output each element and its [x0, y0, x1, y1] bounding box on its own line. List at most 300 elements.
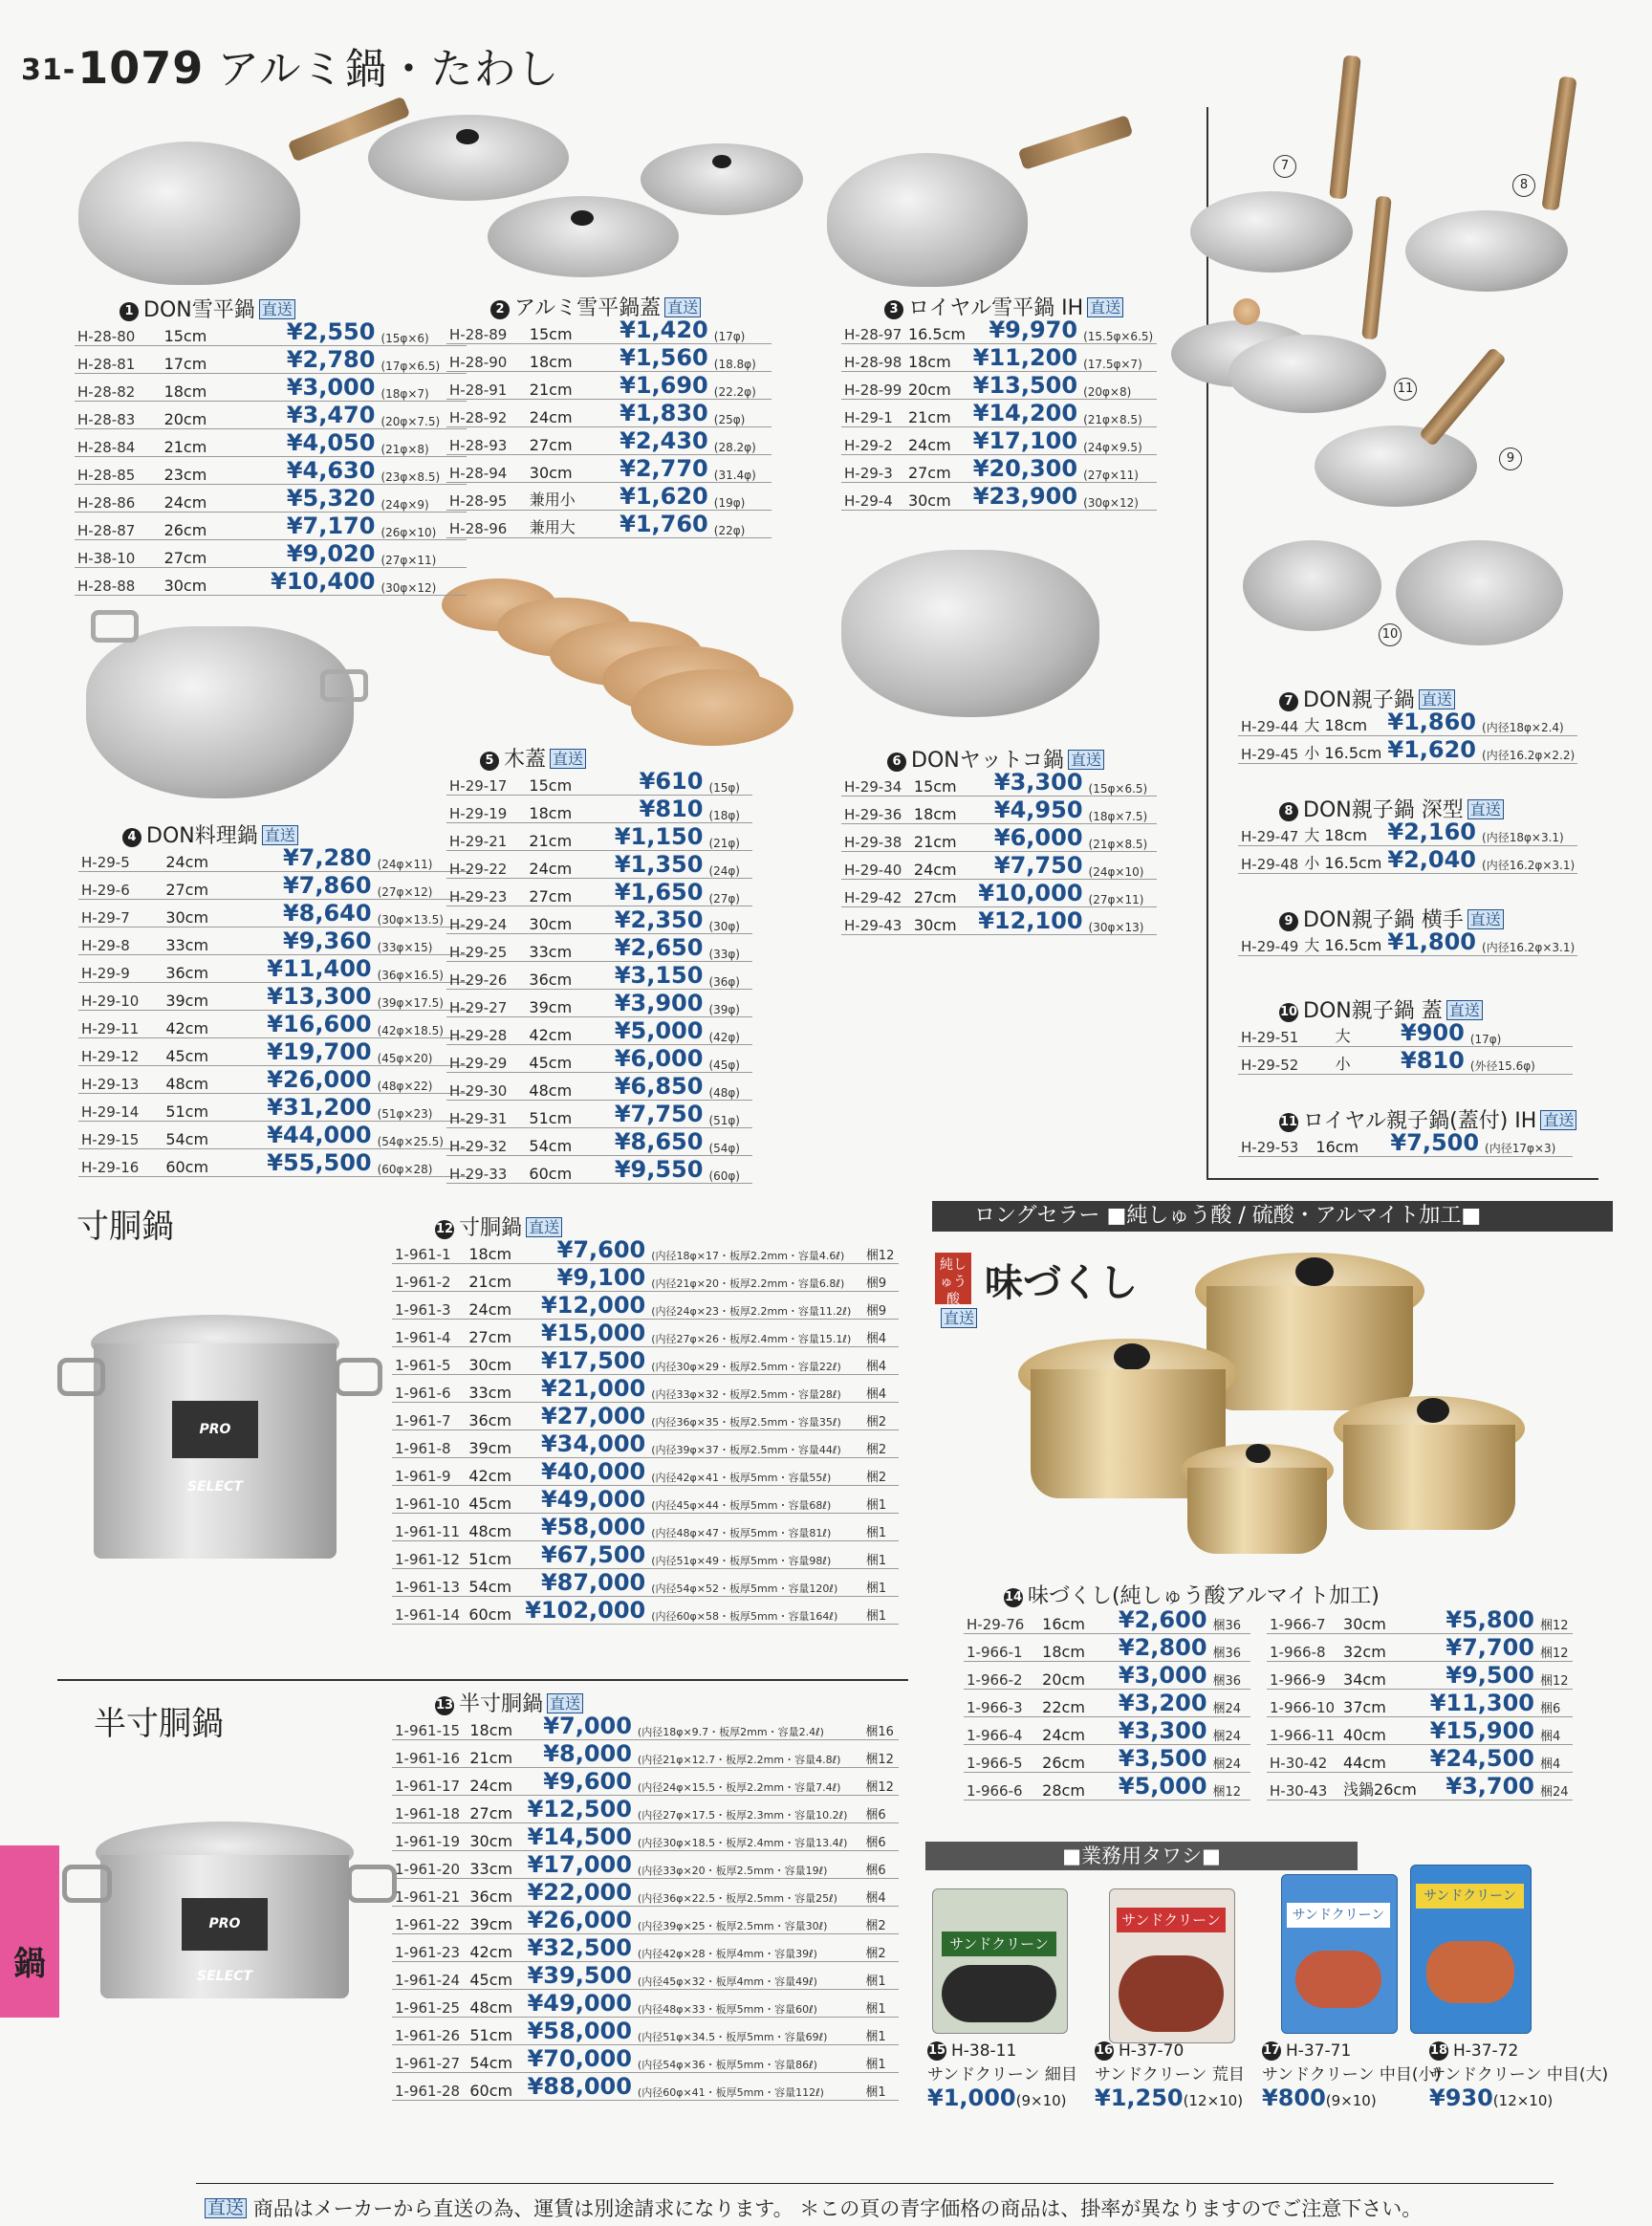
sec3-code: H-29-2	[841, 427, 905, 455]
sec13-size: 51cm	[467, 2018, 518, 2045]
sec13-size: 48cm	[467, 1990, 518, 2018]
sec5-row	[446, 1101, 752, 1128]
tawashi-16-qty: (12×10)	[1183, 2092, 1244, 2109]
sec4-dimension: (42φ×18.5)	[375, 1011, 470, 1038]
sec13-size: 36cm	[467, 1879, 518, 1907]
sec4-row	[78, 1122, 470, 1149]
sec1-dimension: (23φ×8.5)	[378, 457, 467, 485]
divider-hansundo	[57, 1679, 908, 1681]
sec10-price: ¥900	[1363, 1019, 1467, 1047]
sec13-table	[392, 1713, 899, 2101]
sec13-qty: 梱1	[862, 2018, 899, 2045]
sec2-code: H-28-92	[446, 400, 527, 427]
sec10-code: H-29-51	[1238, 1019, 1333, 1047]
sec5-price: ¥1,650	[587, 879, 706, 906]
sec10-dimension: (17φ)	[1467, 1019, 1573, 1047]
sec12-spec: (内径48φ×47・板厚5mm・容量81ℓ)	[648, 1514, 863, 1541]
sec14-table-left	[964, 1606, 1250, 1800]
sec14-size: 32cm	[1340, 1634, 1423, 1662]
sec14-code: 1-966-1	[964, 1634, 1039, 1662]
sec5-code: H-29-30	[446, 1073, 526, 1101]
fig-label-11: 11	[1394, 378, 1417, 401]
sec1-row	[75, 540, 467, 568]
sec13-price: ¥14,500	[518, 1823, 635, 1851]
sec14-price: ¥5,000	[1098, 1773, 1210, 1800]
sec3-price: ¥11,200	[969, 344, 1080, 372]
sec5-dimension: (45φ)	[706, 1045, 752, 1073]
sec13-spec: (内径36φ×22.5・板厚2.5mm・容量25ℓ)	[635, 1879, 862, 1907]
sec8-table	[1238, 818, 1577, 874]
sec3-price: ¥14,200	[969, 400, 1080, 427]
sec1-row	[75, 485, 467, 513]
sec3-name: ロイヤル雪平鍋 IH	[908, 296, 1084, 320]
tawashi-17-number: 17	[1262, 2041, 1281, 2061]
sec4-size: 42cm	[163, 1011, 228, 1038]
sec4-row	[78, 1094, 470, 1122]
sec4-price: ¥13,300	[228, 983, 375, 1011]
sec6-size: 27cm	[911, 880, 965, 907]
sec2-row	[446, 455, 772, 483]
sundo-title: 寸胴鍋	[76, 1208, 174, 1246]
sec4-name: DON料理鍋	[146, 824, 258, 848]
sec14-number: 14	[1004, 1588, 1023, 1607]
sec13-qty: 梱6	[862, 1823, 899, 1851]
sec4-code: H-29-16	[78, 1149, 163, 1177]
sec4-dimension: (36φ×16.5)	[375, 955, 470, 983]
sec6-dimension: (18φ×7.5)	[1086, 797, 1157, 824]
sec13-price: ¥26,000	[518, 1907, 635, 1934]
sec12-price: ¥34,000	[516, 1430, 648, 1458]
sec14-code: 1-966-11	[1267, 1717, 1340, 1745]
sec12-row	[392, 1514, 899, 1541]
sec12-code: 1-961-1	[392, 1236, 466, 1264]
sec4-price: ¥7,280	[228, 844, 375, 872]
sec2-dimension: (25φ)	[711, 400, 772, 427]
sec14-price: ¥2,600	[1098, 1606, 1210, 1634]
sec13-qty: 梱2	[862, 1934, 899, 1962]
sec6-code: H-29-38	[841, 824, 911, 852]
sec12-spec: (内径45φ×44・板厚5mm・容量68ℓ)	[648, 1486, 863, 1514]
sec2-row	[446, 427, 772, 455]
sec4-code: H-29-12	[78, 1038, 163, 1066]
sec4-table	[78, 844, 470, 1177]
sec9-name: DON親子鍋 横手	[1303, 908, 1464, 932]
sec6-size: 15cm	[911, 769, 965, 797]
sec6-row	[841, 797, 1157, 824]
sec1-price: ¥2,780	[228, 346, 379, 374]
sec14-row	[1267, 1662, 1573, 1690]
sec5-price: ¥7,750	[587, 1101, 706, 1128]
sec3-price: ¥13,500	[969, 372, 1080, 400]
sec7-price: ¥1,860	[1384, 709, 1479, 736]
tawashi-16-code: H-37-70	[1119, 2041, 1185, 2061]
tawashi-item-18	[1429, 2041, 1608, 2111]
sec1-price: ¥10,400	[228, 568, 379, 596]
sec13-row	[392, 1823, 899, 1851]
sec5-price: ¥1,350	[587, 851, 706, 879]
sec4-direct-tag: 直送	[262, 825, 298, 845]
sec12-qty: 梱1	[863, 1569, 899, 1597]
sec14-price: ¥3,300	[1098, 1717, 1210, 1745]
sec2-price: ¥1,620	[592, 483, 711, 511]
longseller-direct-tag: 直送	[941, 1308, 977, 1328]
sec9-number: 9	[1279, 912, 1298, 931]
sec1-row	[75, 374, 467, 402]
sec7-dimension: (内径16.2φ×2.2)	[1479, 736, 1577, 764]
sec4-code: H-29-9	[78, 955, 163, 983]
sec13-price: ¥49,000	[518, 1990, 635, 2018]
sec13-row	[392, 2045, 899, 2073]
sec12-size: 27cm	[466, 1320, 516, 1347]
sec14-size: 22cm	[1039, 1690, 1098, 1717]
sec5-row	[446, 796, 752, 823]
tawashi-15-number: 15	[927, 2041, 946, 2061]
sec13-price: ¥9,600	[518, 1768, 635, 1796]
sec4-dimension: (45φ×20)	[375, 1038, 470, 1066]
sec2-code: H-28-94	[446, 455, 527, 483]
sec14-qty: 梱24	[1210, 1717, 1250, 1745]
sec13-spec: (内径27φ×17.5・板厚2.3mm・容量10.2ℓ)	[635, 1796, 862, 1823]
sec3-number: 3	[884, 300, 903, 319]
sec3-dimension: (30φ×12)	[1080, 483, 1157, 511]
tawashi-18-code: H-37-72	[1453, 2041, 1519, 2061]
sec13-size: 54cm	[467, 2045, 518, 2073]
sec4-size: 54cm	[163, 1122, 228, 1149]
sec6-dimension: (24φ×10)	[1086, 852, 1157, 880]
sec5-size: 21cm	[526, 823, 587, 851]
sec5-size: 33cm	[526, 934, 587, 962]
tawashi-17-name: サンドクリーン 中目(小)	[1262, 2065, 1442, 2084]
sec12-code: 1-961-11	[392, 1514, 466, 1541]
sec2-size: 27cm	[527, 427, 592, 455]
sec8-dimension: (内径16.2φ×3.1)	[1479, 846, 1577, 874]
sec12-price: ¥58,000	[516, 1514, 648, 1541]
sec12-qty: 梱2	[863, 1403, 899, 1430]
tawashi-18-price: ¥930	[1429, 2084, 1493, 2111]
sec2-price: ¥1,690	[592, 372, 711, 400]
sec4-price: ¥19,700	[228, 1038, 375, 1066]
sec4-size: 48cm	[163, 1066, 228, 1094]
sec2-size: 15cm	[527, 316, 592, 344]
sec3-code: H-28-97	[841, 316, 905, 344]
sec2-size: 兼用大	[527, 511, 592, 538]
sec11-size: 16cm	[1313, 1129, 1370, 1157]
tawashi-item-17	[1262, 2041, 1441, 2111]
sec5-price: ¥6,850	[587, 1073, 706, 1101]
sec12-size: 21cm	[466, 1264, 516, 1292]
sec13-code: 1-961-28	[392, 2073, 467, 2101]
sec12-row	[392, 1486, 899, 1514]
tawashi-banner: ■業務用タワシ■	[925, 1842, 1358, 1870]
sec1-name: DON雪平鍋	[143, 298, 255, 322]
sec4-dimension: (54φ×25.5)	[375, 1122, 470, 1149]
sec1-price: ¥3,000	[228, 374, 379, 402]
sec3-price: ¥17,100	[969, 427, 1080, 455]
sec6-dimension: (27φ×11)	[1086, 880, 1157, 907]
sec14-code: 1-966-6	[964, 1773, 1039, 1800]
sec13-qty: 梱12	[862, 1768, 899, 1796]
sec13-price: ¥58,000	[518, 2018, 635, 2045]
sec12-price: ¥27,000	[516, 1403, 648, 1430]
sec14-price: ¥3,000	[1098, 1662, 1210, 1690]
sec13-spec: (内径24φ×15.5・板厚2.2mm・容量7.4ℓ)	[635, 1768, 862, 1796]
sec14-row	[1267, 1745, 1573, 1773]
sec12-row	[392, 1458, 899, 1486]
sec5-code: H-29-25	[446, 934, 526, 962]
sec1-dimension: (20φ×7.5)	[378, 402, 467, 429]
sec6-size: 21cm	[911, 824, 965, 852]
sec14-code: 1-966-2	[964, 1662, 1039, 1690]
sec12-qty: 梱1	[863, 1514, 899, 1541]
sec12-spec: (内径24φ×23・板厚2.2mm・容量11.2ℓ)	[648, 1292, 863, 1320]
sec13-code: 1-961-15	[392, 1713, 467, 1740]
sec2-dimension: (28.2φ)	[711, 427, 772, 455]
sec4-size: 51cm	[163, 1094, 228, 1122]
sec10-price: ¥810	[1363, 1047, 1467, 1075]
sec3-dimension: (17.5φ×7)	[1080, 344, 1157, 372]
sec1-code: H-28-86	[75, 485, 162, 513]
sec12-price: ¥102,000	[516, 1597, 648, 1625]
sec14-qty: 梱6	[1537, 1690, 1573, 1717]
sec11-direct-tag: 直送	[1540, 1110, 1576, 1130]
sec3-dimension: (21φ×8.5)	[1080, 400, 1157, 427]
sec3-price: ¥23,900	[969, 483, 1080, 511]
sec13-qty: 梱1	[862, 2073, 899, 2101]
sec14-code: 1-966-7	[1267, 1606, 1340, 1634]
sec14-code: 1-966-3	[964, 1690, 1039, 1717]
sec12-name: 寸胴鍋	[459, 1216, 523, 1240]
sec4-code: H-29-11	[78, 1011, 163, 1038]
sec14-qty: 梱12	[1537, 1606, 1573, 1634]
sec14-qty: 梱24	[1210, 1745, 1250, 1773]
sec12-code: 1-961-13	[392, 1569, 466, 1597]
sec14-code: H-30-42	[1267, 1745, 1340, 1773]
sec12-size: 48cm	[466, 1514, 516, 1541]
sec5-size: 42cm	[526, 1017, 587, 1045]
sec14-price: ¥9,500	[1423, 1662, 1537, 1690]
sec5-price: ¥3,900	[587, 990, 706, 1017]
sec1-price: ¥3,470	[228, 402, 379, 429]
sec4-dimension: (48φ×22)	[375, 1066, 470, 1094]
sec12-spec: (内径51φ×49・板厚5mm・容量98ℓ)	[648, 1541, 863, 1569]
page-header	[21, 34, 559, 96]
sec12-size: 33cm	[466, 1375, 516, 1403]
sec1-code: H-28-80	[75, 318, 162, 346]
sec5-row	[446, 768, 752, 796]
sec12-code: 1-961-2	[392, 1264, 466, 1292]
sec12-code: 1-961-14	[392, 1597, 466, 1625]
sec7-direct-tag: 直送	[1419, 689, 1455, 709]
sec5-price: ¥5,000	[587, 1017, 706, 1045]
sec14-row	[964, 1745, 1250, 1773]
sec11-price: ¥7,500	[1370, 1129, 1482, 1157]
tawashi-17-code: H-37-71	[1286, 2041, 1352, 2061]
sec14-row	[964, 1690, 1250, 1717]
sec1-row	[75, 402, 467, 429]
sec4-size: 45cm	[163, 1038, 228, 1066]
sec12-code: 1-961-6	[392, 1375, 466, 1403]
sec12-size: 18cm	[466, 1236, 516, 1264]
sec11-number: 11	[1279, 1113, 1298, 1132]
sec10-table	[1238, 1019, 1573, 1075]
sec4-row	[78, 1038, 470, 1066]
sec4-size: 39cm	[163, 983, 228, 1011]
sec2-code: H-28-89	[446, 316, 527, 344]
sec1-dimension: (17φ×6.5)	[378, 346, 467, 374]
sec14-code: 1-966-10	[1267, 1690, 1340, 1717]
sec2-price: ¥1,560	[592, 344, 711, 372]
sec5-row	[446, 1156, 752, 1184]
sec6-size: 30cm	[911, 907, 965, 935]
tawashi-16-name: サンドクリーン 荒目	[1095, 2065, 1245, 2084]
sec7-name: DON親子鍋	[1303, 688, 1415, 712]
sec12-price: ¥15,000	[516, 1320, 648, 1347]
hansundo-title: 半寸胴鍋	[94, 1705, 224, 1743]
sec1-code: H-28-81	[75, 346, 162, 374]
sec2-dimension: (22.2φ)	[711, 372, 772, 400]
sec9-price: ¥1,800	[1384, 928, 1479, 956]
sec12-row	[392, 1292, 899, 1320]
sec12-size: 39cm	[466, 1430, 516, 1458]
sec13-row	[392, 2018, 899, 2045]
sec12-code: 1-961-8	[392, 1430, 466, 1458]
sec3-dimension: (24φ×9.5)	[1080, 427, 1157, 455]
sec6-code: H-29-40	[841, 852, 911, 880]
sec13-price: ¥22,000	[518, 1879, 635, 1907]
sec2-price: ¥1,830	[592, 400, 711, 427]
sec6-code: H-29-43	[841, 907, 911, 935]
sec14-size: 28cm	[1039, 1773, 1098, 1800]
fig-label-7: 7	[1273, 155, 1296, 178]
sec13-price: ¥12,500	[518, 1796, 635, 1823]
sec14-qty: 梱4	[1537, 1745, 1573, 1773]
sec14-price: ¥7,700	[1423, 1634, 1537, 1662]
sec13-spec: (内径60φ×41・板厚5mm・容量112ℓ)	[635, 2073, 862, 2101]
sec2-dimension: (17φ)	[711, 316, 772, 344]
sec6-name: DONヤットコ鍋	[911, 749, 1064, 773]
sec14-size: 18cm	[1039, 1634, 1098, 1662]
sec2-dimension: (19φ)	[711, 483, 772, 511]
sec7-dimension: (内径18φ×2.4)	[1479, 709, 1577, 736]
sec3-price: ¥9,970	[969, 316, 1080, 344]
sec2-code: H-28-95	[446, 483, 527, 511]
sec1-dimension: (27φ×11)	[378, 540, 467, 568]
sec1-size: 17cm	[162, 346, 228, 374]
sec4-dimension: (39φ×17.5)	[375, 983, 470, 1011]
sec10-size: 小	[1333, 1047, 1364, 1075]
sec6-row	[841, 907, 1157, 935]
sec12-code: 1-961-5	[392, 1347, 466, 1375]
sec1-size: 26cm	[162, 513, 228, 540]
sec2-price: ¥2,430	[592, 427, 711, 455]
sec14-size: 37cm	[1340, 1690, 1423, 1717]
tawashi-18-name: サンドクリーン 中目(大)	[1429, 2065, 1609, 2084]
sec8-code: H-29-48	[1238, 846, 1301, 874]
sec6-dimension: (15φ×6.5)	[1086, 769, 1157, 797]
sec5-size: 36cm	[526, 962, 587, 990]
sec13-size: 24cm	[467, 1768, 518, 1796]
sec2-dimension: (31.4φ)	[711, 455, 772, 483]
sec1-code: H-28-84	[75, 429, 162, 457]
sec1-dimension: (30φ×12)	[378, 568, 467, 596]
sec8-name: DON親子鍋 深型	[1303, 798, 1464, 822]
sec2-dimension: (18.8φ)	[711, 344, 772, 372]
sec12-row	[392, 1236, 899, 1264]
sec7-table	[1238, 709, 1577, 764]
sec5-code: H-29-21	[446, 823, 526, 851]
sec12-row	[392, 1375, 899, 1403]
sec5-price: ¥810	[587, 796, 706, 823]
sec6-price: ¥12,100	[965, 907, 1086, 935]
sec13-code: 1-961-18	[392, 1796, 467, 1823]
sec6-row	[841, 824, 1157, 852]
tawashi-17-qty: (9×10)	[1325, 2092, 1377, 2109]
sec5-size: 39cm	[526, 990, 587, 1017]
sec5-dimension: (39φ)	[706, 990, 752, 1017]
sec12-price: ¥87,000	[516, 1569, 648, 1597]
tawashi-18-number: 18	[1429, 2041, 1448, 2061]
tawashi-18-qty: (12×10)	[1492, 2092, 1554, 2109]
sec2-code: H-28-93	[446, 427, 527, 455]
sec14-code: H-29-76	[964, 1606, 1039, 1634]
sec4-price: ¥11,400	[228, 955, 375, 983]
sec4-row	[78, 872, 470, 900]
sec2-size: 24cm	[527, 400, 592, 427]
sec13-size: 18cm	[467, 1713, 518, 1740]
sec4-row	[78, 955, 470, 983]
sec12-spec: (内径36φ×35・板厚2.5mm・容量35ℓ)	[648, 1403, 863, 1430]
sec5-size: 15cm	[526, 768, 587, 796]
sec1-size: 24cm	[162, 485, 228, 513]
sec14-price: ¥3,200	[1098, 1690, 1210, 1717]
sec14-price: ¥11,300	[1423, 1690, 1537, 1717]
sec3-code: H-29-4	[841, 483, 905, 511]
sec2-row	[446, 372, 772, 400]
sec10-code: H-29-52	[1238, 1047, 1333, 1075]
sec5-dimension: (60φ)	[706, 1156, 752, 1184]
tawashi-17-price: ¥800	[1262, 2084, 1326, 2111]
sec14-size: 20cm	[1039, 1662, 1098, 1690]
sec7-price: ¥1,620	[1384, 736, 1479, 764]
sec4-dimension: (60φ×28)	[375, 1149, 470, 1177]
sec5-price: ¥6,000	[587, 1045, 706, 1073]
sec11-code: H-29-53	[1238, 1129, 1313, 1157]
sec14-code: 1-966-4	[964, 1717, 1039, 1745]
sec12-spec: (内径33φ×32・板厚2.5mm・容量28ℓ)	[648, 1375, 863, 1403]
sec6-size: 18cm	[911, 797, 965, 824]
sec4-price: ¥31,200	[228, 1094, 375, 1122]
tawashi-pkg-15: サンドクリーン	[942, 1931, 1056, 1956]
sec7-row	[1238, 736, 1577, 764]
sec14-row	[1267, 1606, 1573, 1634]
sec5-row	[446, 851, 752, 879]
sec8-number: 8	[1279, 802, 1298, 821]
sec1-table	[75, 318, 467, 596]
sec5-row	[446, 990, 752, 1017]
sec1-row	[75, 568, 467, 596]
sec13-row	[392, 1879, 899, 1907]
sec13-price: ¥7,000	[518, 1713, 635, 1740]
sec12-table	[392, 1236, 899, 1625]
sec1-size: 27cm	[162, 540, 228, 568]
sec13-size: 42cm	[467, 1934, 518, 1962]
sec13-code: 1-961-24	[392, 1962, 467, 1990]
sec9-code: H-29-49	[1238, 928, 1301, 956]
sec13-qty: 梱4	[862, 1879, 899, 1907]
sec13-qty: 梱6	[862, 1851, 899, 1879]
sec12-size: 45cm	[466, 1486, 516, 1514]
sec3-row	[841, 344, 1157, 372]
